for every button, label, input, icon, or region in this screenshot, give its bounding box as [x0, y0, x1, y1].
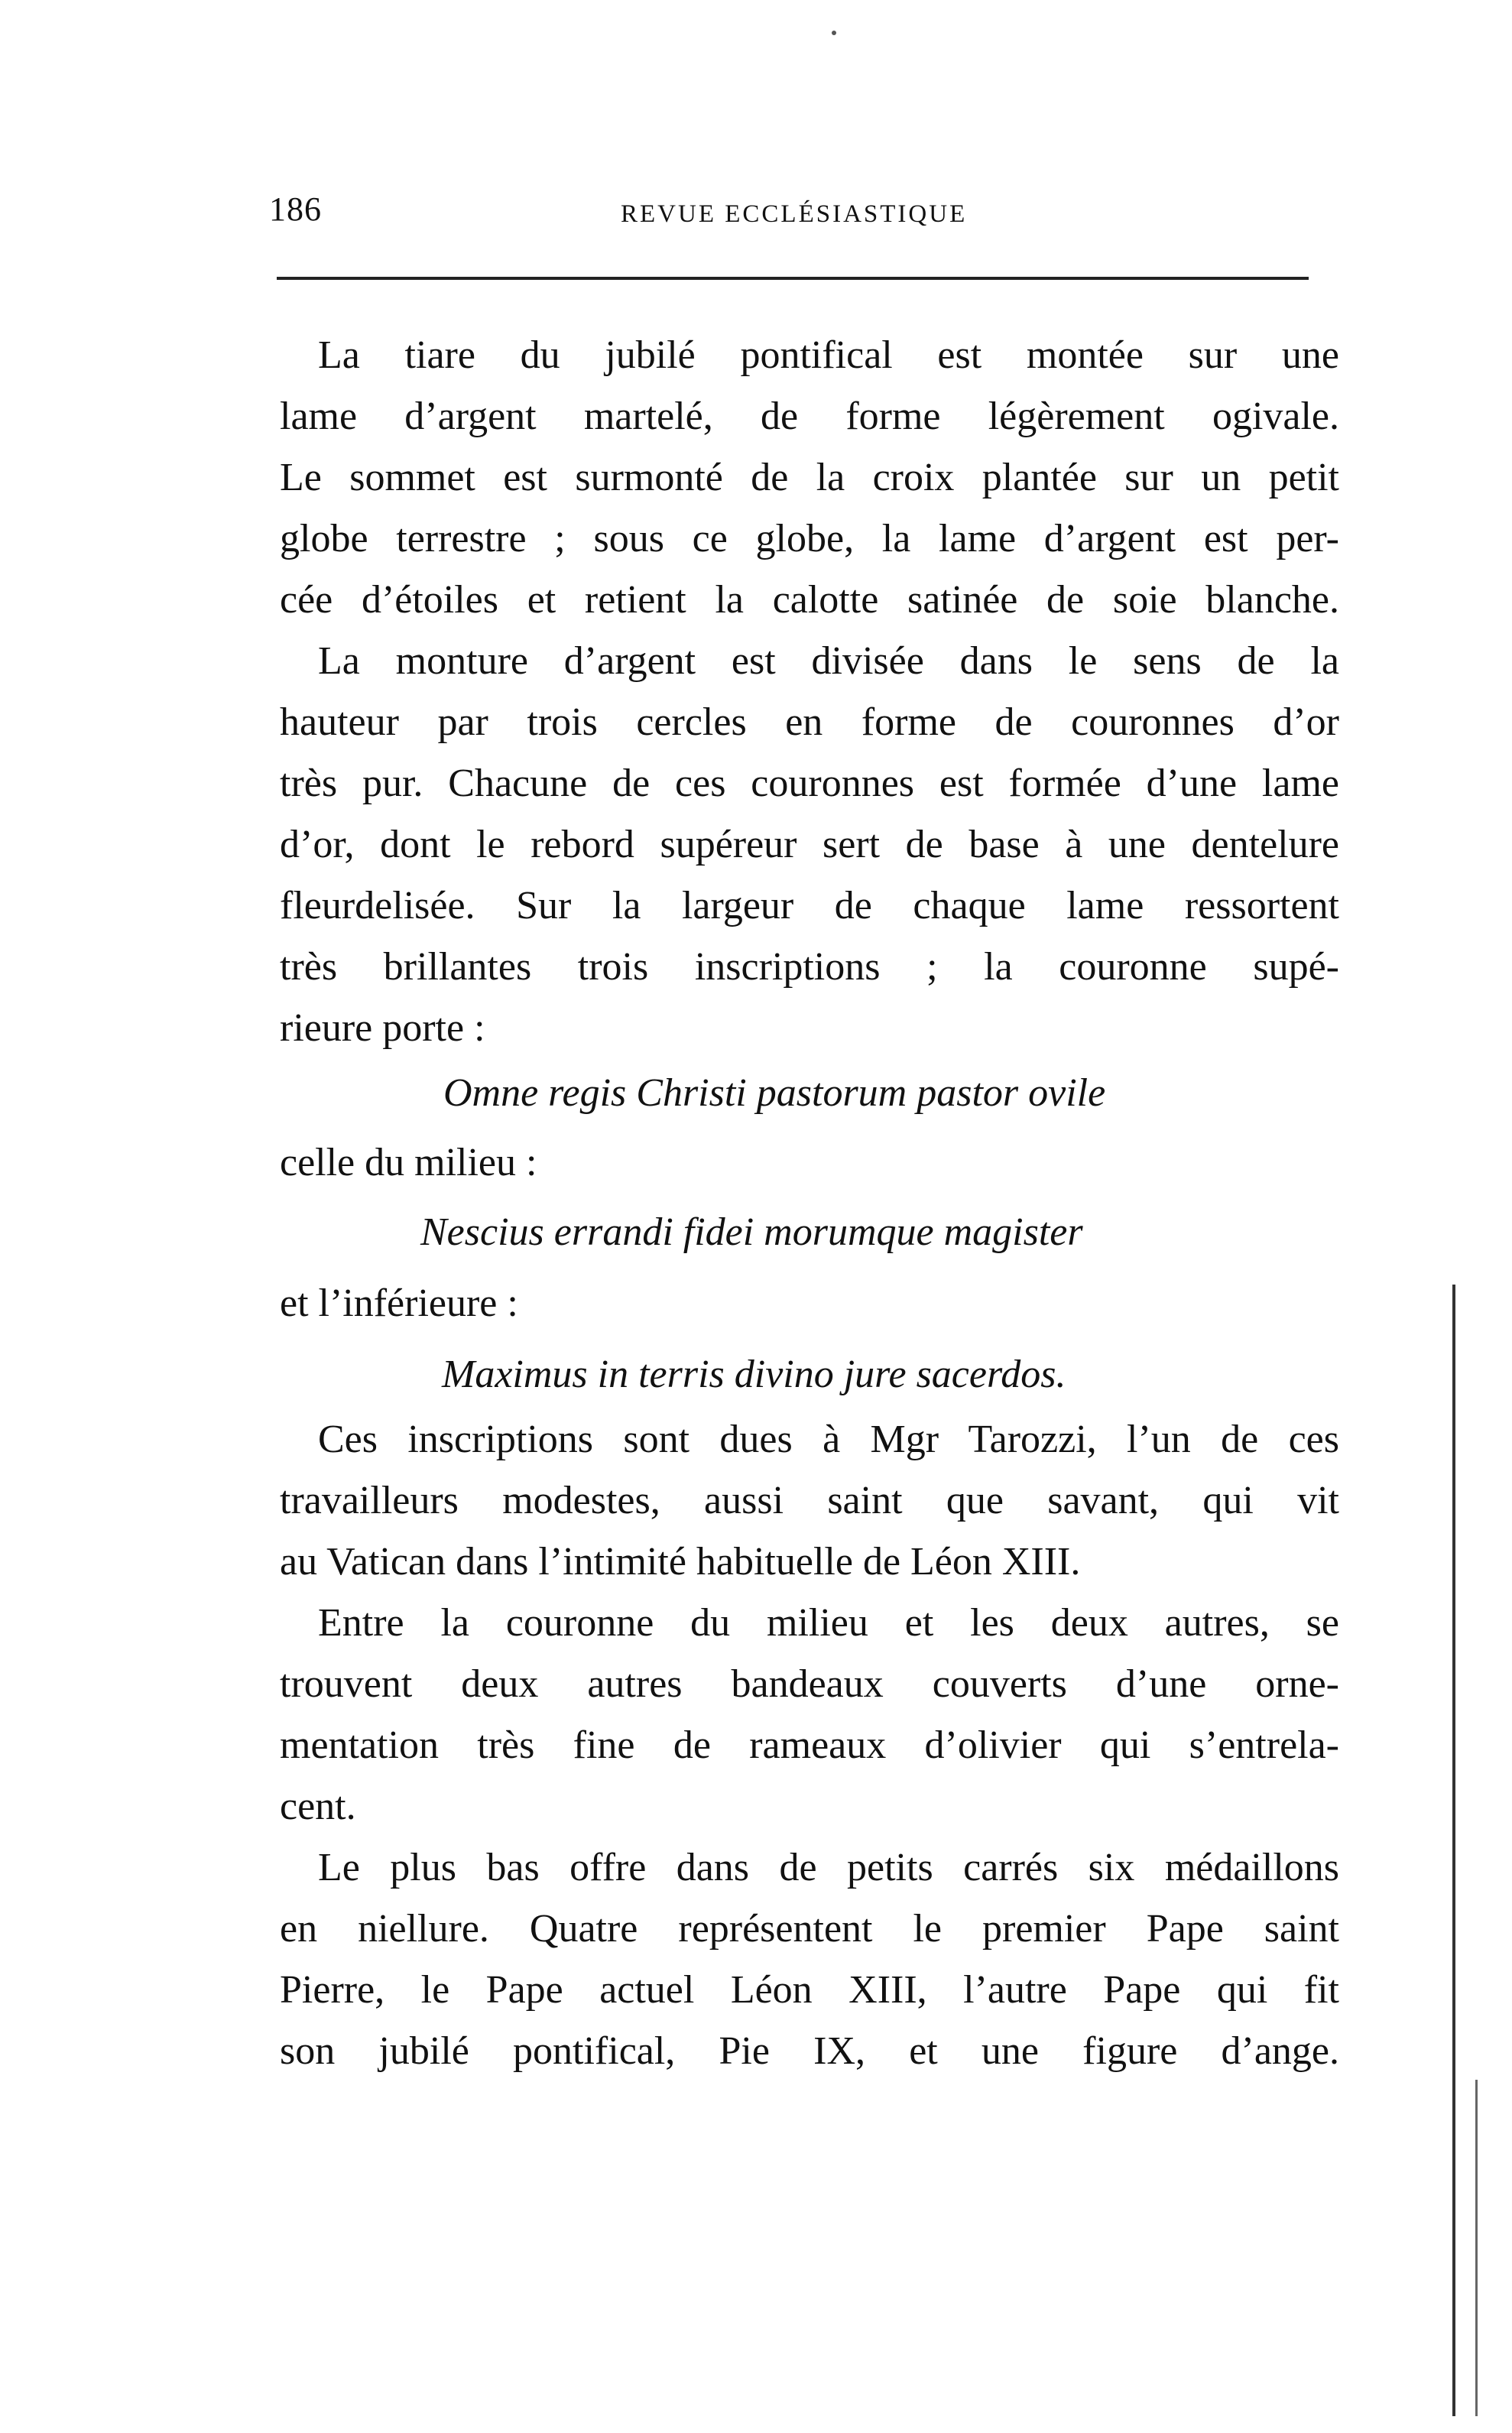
- header-rule: [277, 277, 1309, 280]
- text-line: La monture d’argent est divisée dans le sens de la: [318, 639, 1339, 683]
- text-line: rieure porte :: [280, 1006, 485, 1050]
- text-line: travailleurs modestes, aussi saint que savant, qui vit: [280, 1479, 1339, 1522]
- scan-speck: [832, 31, 836, 35]
- body-text: [280, 325, 1339, 2082]
- inscription-line: Omne regis Christi pastorum pastor ovile: [443, 1071, 1106, 1115]
- text-line: Pierre, le Pape actuel Léon XIII, l’autre Pape qui fit: [280, 1968, 1339, 2012]
- text-line: cent.: [280, 1785, 356, 1828]
- text-line: mentation très fine de rameaux d’olivier qui s’entrela-: [280, 1723, 1339, 1767]
- text-line: lame d’argent martelé, de forme légèrement ogivale.: [280, 395, 1339, 438]
- text-line: d’or, dont le rebord supéreur sert de base à une dentelure: [280, 823, 1339, 866]
- text-line: au Vatican dans l’intimité habituelle de Léon XIII.: [280, 1540, 1081, 1584]
- page-number: 186: [269, 190, 322, 228]
- inscription-line: Maximus in terris divino jure sacerdos.: [442, 1353, 1066, 1396]
- text-line: celle du milieu :: [280, 1141, 537, 1184]
- text-line: en niellure. Quatre représentent le premier Pape saint: [280, 1907, 1339, 1951]
- text-line: trouvent deux autres bandeaux couverts d’une orne-: [280, 1662, 1339, 1706]
- running-head: REVUE ECCLÉSIASTIQUE: [621, 200, 968, 228]
- text-line: son jubilé pontifical, Pie IX, et une figure d’ange.: [280, 2029, 1339, 2073]
- text-line: globe terrestre ; sous ce globe, la lame d’argent est per-: [280, 517, 1339, 560]
- scan-edge-line: [1452, 1285, 1455, 2416]
- text-line: très brillantes trois inscriptions ; la couronne supé-: [280, 945, 1339, 989]
- text-line: Ces inscriptions sont dues à Mgr Tarozzi, l’un de ces: [318, 1418, 1339, 1461]
- text-line: et l’inférieure :: [280, 1281, 518, 1325]
- text-line: La tiare du jubilé pontifical est montée sur une: [318, 333, 1339, 377]
- text-line: hauteur par trois cercles en forme de couronnes d’or: [280, 700, 1339, 744]
- scan-edge-line: [1475, 2080, 1478, 2416]
- text-line: Le sommet est surmonté de la croix plantée sur un petit: [280, 456, 1339, 499]
- text-line: Le plus bas offre dans de petits carrés six médaillons: [318, 1846, 1339, 1889]
- text-line: cée d’étoiles et retient la calotte satinée de soie blanche.: [280, 578, 1339, 622]
- text-line: Entre la couronne du milieu et les deux autres, se: [318, 1601, 1339, 1645]
- text-line: très pur. Chacune de ces couronnes est formée d’une lame: [280, 762, 1339, 805]
- text-line: fleurdelisée. Sur la largeur de chaque lame ressortent: [280, 884, 1339, 927]
- inscription-line: Nescius errandi fidei morumque magister: [420, 1210, 1083, 1254]
